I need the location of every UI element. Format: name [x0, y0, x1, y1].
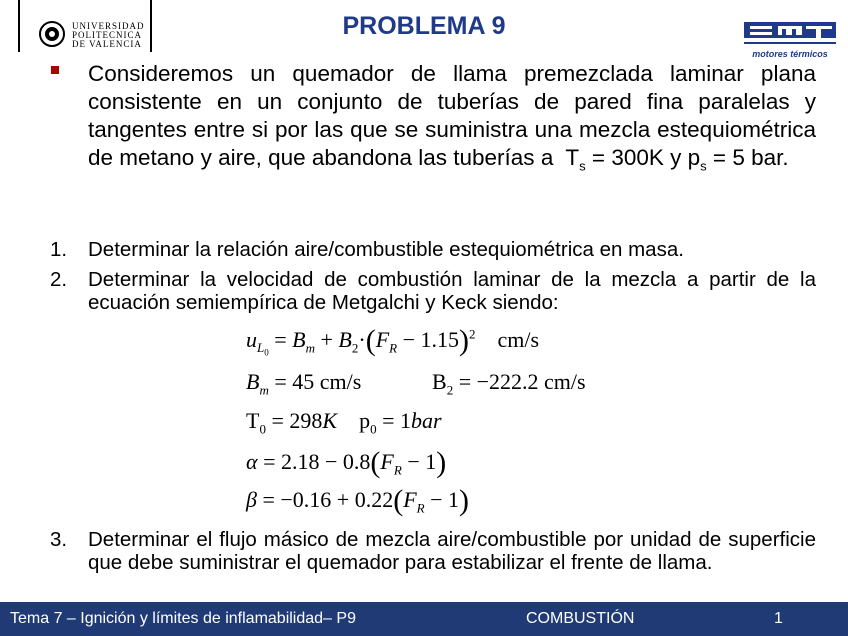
problem-statement: Consideremos un quemador de llama premezclada laminar plana consistente en un conjunto de tuberías de pared fina paralelas y tangentes entre si por las que se suministra una mezcla estequiométrica de metano y aire, que abandona las tuberías a $T_s = 300K$ y $p_s = 5$ bar. — [88, 61, 816, 174]
item-text: Determinar la velocidad de combustión laminar de la mezcla a partir de la ecuación semiempírica de Metgalchi y Keck siendo: — [88, 268, 816, 314]
slide-title: PROBLEMA 9 — [342, 12, 506, 40]
slide-footer — [0, 602, 848, 636]
inlet-temperature: 300K — [611, 145, 664, 170]
university-name-line2: POLITECNICA — [72, 30, 142, 40]
item-text: Determinar la relación aire/combustible estequiométrica en masa. — [88, 238, 684, 261]
footer-course: COMBUSTIÓN — [526, 610, 635, 627]
cmt-tagline: motores térmicos — [752, 49, 828, 59]
page-number: 1 — [774, 610, 783, 627]
alpha-expression: 2.18 − 0.8 — [280, 449, 371, 474]
inlet-pressure: 5 bar. — [732, 145, 789, 170]
item-number: 1. — [50, 238, 68, 261]
equation-beta: $\beta = -0.16 + 0.22(F_R - 1)$ — [246, 484, 470, 517]
bm-value: 45 cm/s — [292, 369, 362, 394]
university-name-line1: UNIVERSIDAD — [72, 21, 145, 31]
cmt-logo — [744, 18, 836, 59]
equation-bm: $B_m = 45$ cm/s — [246, 369, 362, 398]
equation-b2: $B_2 = -222.2$ cm/s — [432, 369, 586, 398]
p0-value: 1 — [399, 408, 411, 433]
footer-topic: Tema 7 – Ignición y límites de inflamabilidad– P9 — [10, 610, 356, 627]
b2-value: −222.2 cm/s — [476, 369, 586, 394]
beta-expression: −0.16 + 0.22 — [280, 487, 394, 512]
item-text: Determinar el flujo másico de mezcla aire/combustible por unidad de superficie que debe suministrar el quemador para estabilizar el frente de llama. — [88, 528, 816, 574]
eq1-constant: 1.15 — [420, 327, 460, 352]
cmt-logo-mark-icon — [744, 18, 836, 48]
eq1-unit: cm/s — [497, 327, 540, 352]
equation-reference-conditions: $T_0 = 298K$ $p_0 = 1bar$ — [246, 408, 442, 437]
equation-burning-velocity: $u_{L_0} = B_m + B_2\cdot(F_R - 1.15)^2$ cm/s — [246, 324, 540, 358]
problem-statement-text: Consideremos un quemador de llama premezclada laminar plana consistente en un conjunto de tuberías de pared fina paralelas y tangentes entre si por las que se suministra una mezcla estequiométrica de metano y aire, que abandona las tuberías a — [88, 61, 816, 170]
slide-header — [0, 0, 848, 58]
t0-value: 298 — [289, 408, 323, 433]
bullet-marker — [51, 66, 59, 74]
item-number: 2. — [50, 268, 68, 291]
item-number: 3. — [50, 528, 68, 551]
university-name-line3: DE VALENCIA — [72, 39, 142, 49]
equation-alpha: $\alpha = 2.18 - 0.8(F_R - 1)$ — [246, 446, 447, 479]
